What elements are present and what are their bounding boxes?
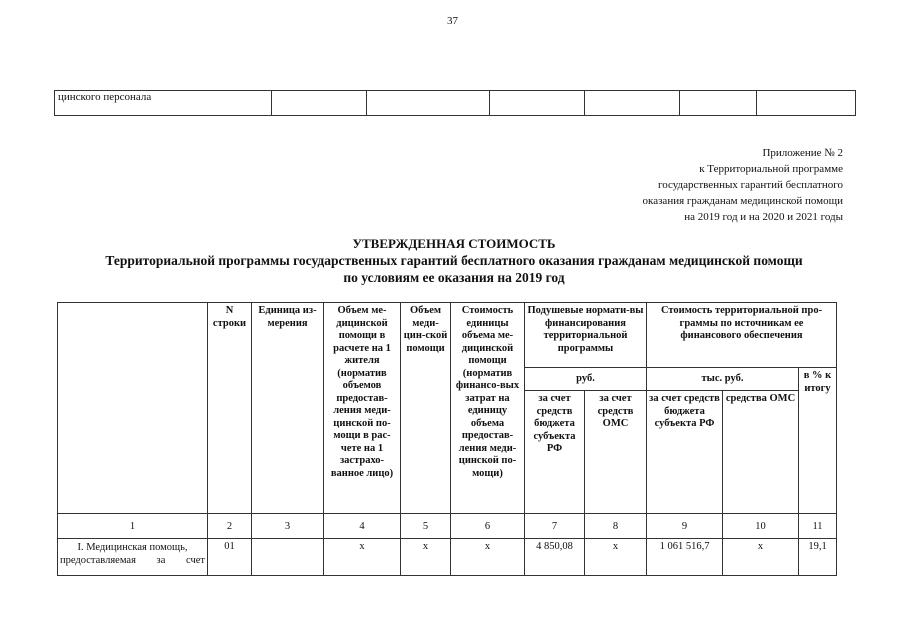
column-number: 10: [723, 514, 799, 539]
header-rub: руб.: [525, 368, 647, 391]
table-cell: [585, 91, 680, 116]
table-cell: х: [324, 539, 401, 576]
column-number: 1: [58, 514, 208, 539]
continuation-row-label: цинского персонала: [55, 91, 272, 116]
column-number: 4: [324, 514, 401, 539]
table-cell: 4 850,08: [525, 539, 585, 576]
column-number: 3: [252, 514, 324, 539]
page-number: 37: [447, 15, 458, 27]
header-thous-rub: тыс. руб.: [647, 368, 799, 391]
header-row: [58, 303, 837, 368]
cost-table: [57, 302, 837, 576]
header-volume2: Объем меди-цин-ской помощи: [401, 303, 451, 514]
table-cell: 1 061 516,7: [647, 539, 723, 576]
column-number: 7: [525, 514, 585, 539]
appendix-line: к Территориальной программе: [699, 163, 843, 175]
table-cell: х: [401, 539, 451, 576]
title-line-3: по условиям ее оказания на 2019 год: [343, 270, 565, 285]
table-cell: [252, 539, 324, 576]
table-cell: х: [585, 539, 647, 576]
header-oms2: средства ОМС: [723, 391, 799, 514]
table-cell: х: [723, 539, 799, 576]
header-budget-rf2: за счет средств бюджета субъекта РФ: [647, 391, 723, 514]
table-cell: [680, 91, 757, 116]
table-cell: [757, 91, 856, 116]
table-row: [58, 539, 837, 576]
column-number: 9: [647, 514, 723, 539]
appendix-block: [643, 145, 843, 225]
table-cell: х: [451, 539, 525, 576]
header-cost: Стоимость единицы объема ме-дицинской помощи (норматив финансо-вых затрат на единицу объема предостав-ления меди-цинской по-мощи): [451, 303, 525, 514]
column-number: 5: [401, 514, 451, 539]
header-oms: за счет средств ОМС: [585, 391, 647, 514]
table-cell: 19,1: [799, 539, 837, 576]
header-budget-rf: за счет средств бюджета субъекта РФ: [525, 391, 585, 514]
column-number: 8: [585, 514, 647, 539]
header-row-number: N строки: [208, 303, 252, 514]
appendix-line: государственных гарантий бесплатного: [657, 179, 843, 191]
column-number: 6: [451, 514, 525, 539]
table-cell: [490, 91, 585, 116]
table-cell: [367, 91, 490, 116]
row-name: I. Медицинская помощь, предоставляемая за счет: [58, 539, 208, 576]
appendix-line: на 2019 год и на 2020 и 2021 годы: [684, 211, 843, 223]
table-cell: 01: [208, 539, 252, 576]
table-row: [55, 91, 856, 116]
header-per-capita: Подушевые нормати-вы финансирования территориальной программы: [525, 303, 647, 368]
header-volume: Объем ме-дицинской помощи в расчете на 1 жителя (норматив объемов предостав-ления меди-цинской по-мощи в рас-чете на 1 застрахо-ванное лицо): [324, 303, 401, 514]
document-title: [54, 235, 854, 286]
column-number: 11: [799, 514, 837, 539]
appendix-line: оказания гражданам медицинской помощи: [642, 195, 843, 207]
title-line-2: Территориальной программы государственных гарантий бесплатного оказания гражданам медицинской помощи: [105, 253, 803, 268]
column-number: 2: [208, 514, 252, 539]
header-program-cost: Стоимость территориальной про-граммы по источникам ее финансового обеспечения: [647, 303, 837, 368]
header-cell-name: [58, 303, 208, 514]
table-cell: [272, 91, 367, 116]
title-line-1: УТВЕРЖДЕННАЯ СТОИМОСТЬ: [352, 236, 556, 251]
appendix-line: Приложение № 2: [762, 147, 843, 159]
column-number-row: [58, 514, 837, 539]
continuation-table: [54, 90, 856, 116]
header-unit: Единица из-мерения: [252, 303, 324, 514]
header-percent: в % к итогу: [799, 368, 837, 514]
